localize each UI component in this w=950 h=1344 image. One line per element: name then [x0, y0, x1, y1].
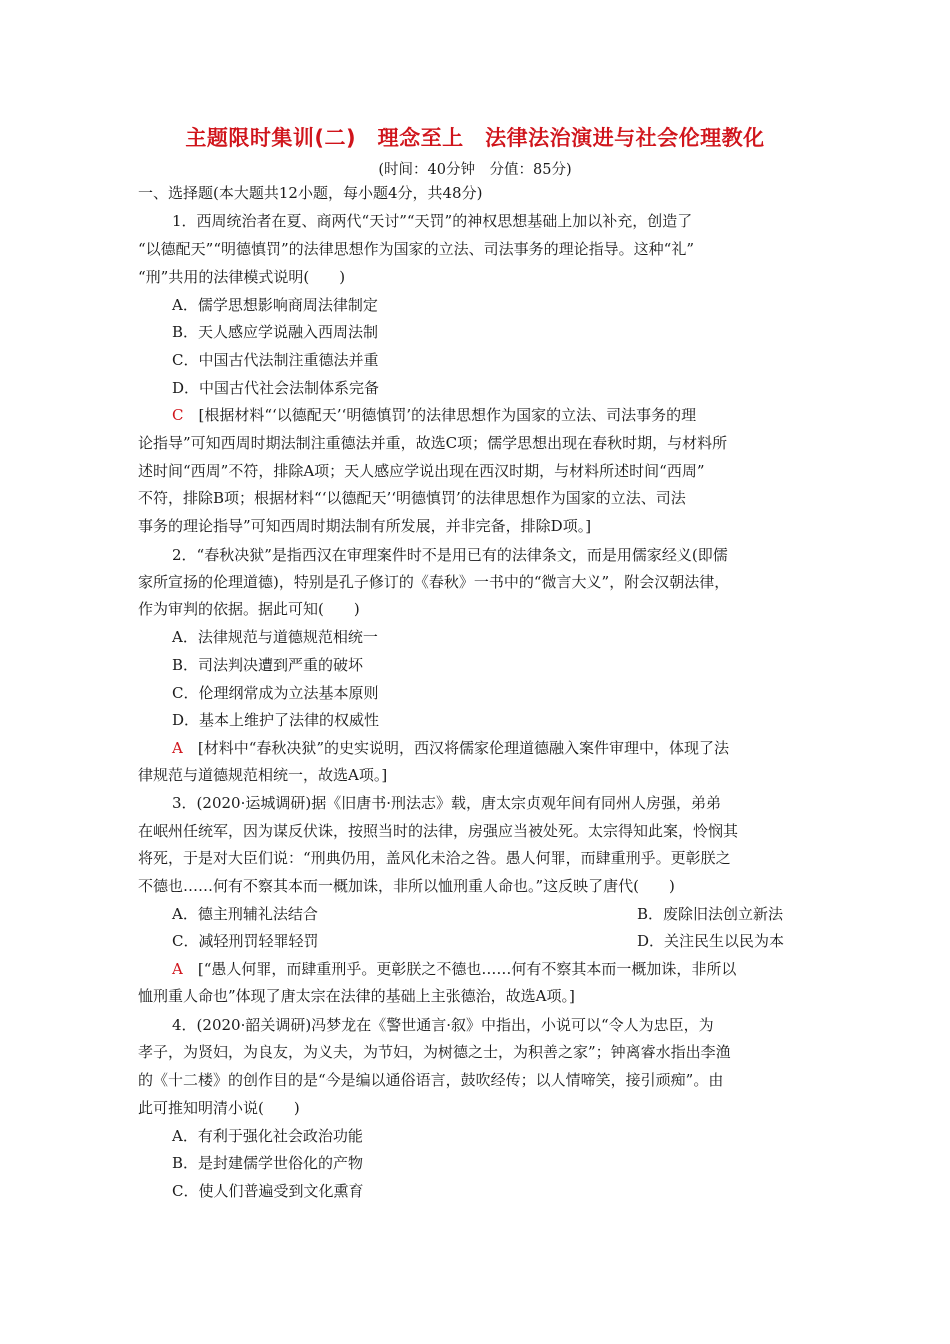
question-3-option-a: A．德主刑辅礼法结合 [172, 905, 318, 923]
question-1-explanation-line: 述时间“西周”不符，排除A项；天人感应学说出现在西汉时期，与材料所述时间“西周” [138, 462, 705, 480]
question-4-option-b: B．是封建儒学世俗化的产物 [172, 1154, 364, 1172]
question-3-stem-line: 3．(2020·运城调研)据《旧唐书·刑法志》载，唐太宗贞观年间有同州人房强，弟弟 [172, 794, 721, 812]
question-1-option-d: D．中国古代社会法制体系完备 [172, 379, 380, 397]
question-3-answer: A [172, 960, 183, 978]
question-4-stem-line: 此可推知明清小说( ) [138, 1099, 300, 1117]
question-1-answer: C [172, 406, 184, 424]
question-4-stem-line: 孝子，为贤妇，为良友，为义夫，为节妇，为树德之士，为积善之家”；钟离睿水指出李渔 [138, 1043, 731, 1061]
question-3-option-b: B．废除旧法创立新法 [637, 905, 784, 923]
question-1-explanation-line: 不符，排除B项；根据材料“‘以德配天’‘明德慎罚’的法律思想作为国家的立法、司法 [138, 489, 686, 507]
question-2-stem-line: 家所宣扬的伦理道德)，特别是孔子修订的《春秋》一书中的“微言大义”，附会汉朝法律， [138, 573, 730, 591]
question-3-explanation-line: 恤刑重人命也”体现了唐太宗在法律的基础上主张德治，故选A项。] [138, 987, 575, 1005]
question-3-option-c: C．减轻刑罚轻罪轻罚 [172, 932, 319, 950]
question-4-option-a: A．有利于强化社会政治功能 [172, 1127, 363, 1145]
question-2-option-b: B．司法判决遭到严重的破坏 [172, 656, 364, 674]
question-2-option-c: C．伦理纲常成为立法基本原则 [172, 684, 379, 702]
question-3-options-row [172, 931, 862, 951]
question-4-option-c: C．使人们普遍受到文化熏育 [172, 1182, 364, 1200]
question-2-explanation-line: A [材料中“春秋决狱”的史实说明，西汉将儒家伦理道德融入案件审理中，体现了法 [172, 739, 730, 757]
question-1-stem-line: “以德配天”“明德慎罚”的法律思想作为国家的立法、司法事务的理论指导。这种“礼” [138, 240, 695, 258]
page-subtitle: (时间：40分钟 分值：85分) [378, 162, 572, 178]
question-2-explanation-line: 律规范与道德规范相统一，故选A项。] [138, 766, 388, 784]
question-3-stem-line: 将死，于是对大臣们说：“刑典仍用，盖风化未洽之咎。愚人何罪，而肆重刑乎。更彰朕之 [138, 849, 731, 867]
question-1-option-b: B．天人感应学说融入西周法制 [172, 323, 379, 341]
question-2-option-a: A．法律规范与道德规范相统一 [172, 628, 378, 646]
question-1-explanation-line: C [根据材料“‘以德配天’‘明德慎罚’的法律思想作为国家的立法、司法事务的理 [172, 406, 697, 424]
question-4-stem-line: 4．(2020·韶关调研)冯梦龙在《警世通言·叙》中指出，小说可以“令人为忠臣，为 [172, 1016, 714, 1034]
question-1-explanation-line: 事务的理论指导”可知西周时期法制有所发展，并非完备，排除D项。] [138, 517, 592, 535]
question-2-stem-line: 作为审判的依据。据此可知( ) [138, 600, 360, 618]
question-1-option-c: C．中国古代法制注重德法并重 [172, 351, 379, 369]
question-2-option-d: D．基本上维护了法律的权威性 [172, 711, 380, 729]
question-3-stem-line: 不德也……何有不察其本而一概加诛，非所以恤刑重人命也。”这反映了唐代( ) [138, 877, 675, 895]
question-1-explanation-line: 论指导”可知西周时期法制注重德法并重，故选C项；儒学思想出现在春秋时期，与材料所 [138, 434, 728, 452]
question-2-answer: A [172, 739, 183, 757]
question-3-stem-line: 在岷州任统军，因为谋反伏诛，按照当时的法律，房强应当被处死。太宗得知此案，怜悯其 [138, 822, 739, 840]
question-3-option-d: D．关注民生以民为本 [637, 932, 785, 950]
question-2-stem-line: 2．“春秋决狱”是指西汉在审理案件时不是用已有的法律条文，而是用儒家经义(即儒 [172, 546, 728, 564]
question-1-stem-line: 1．西周统治者在夏、商两代“天讨”“天罚”的神权思想基础上加以补充，创造了 [172, 212, 693, 230]
question-4-stem-line: 的《十二楼》的创作目的是“今是编以通俗语言，鼓吹经传；以人情啼笑，接引顽痴”。由 [138, 1071, 724, 1089]
question-3-explanation-line: A [“愚人何罪，而肆重刑乎。更彰朕之不德也……何有不察其本而一概加诛，非所以 [172, 960, 737, 978]
question-1-stem-line: “刑”共用的法律模式说明( ) [138, 268, 346, 286]
question-3-options-row [172, 904, 862, 924]
page-title: 主题限时集训(二) 理念至上 法律法治演进与社会伦理教化 [185, 126, 765, 150]
question-1-option-a: A．儒学思想影响商周法律制定 [172, 296, 378, 314]
section-heading: 一、选择题(本大题共12小题，每小题4分，共48分) [138, 184, 483, 202]
